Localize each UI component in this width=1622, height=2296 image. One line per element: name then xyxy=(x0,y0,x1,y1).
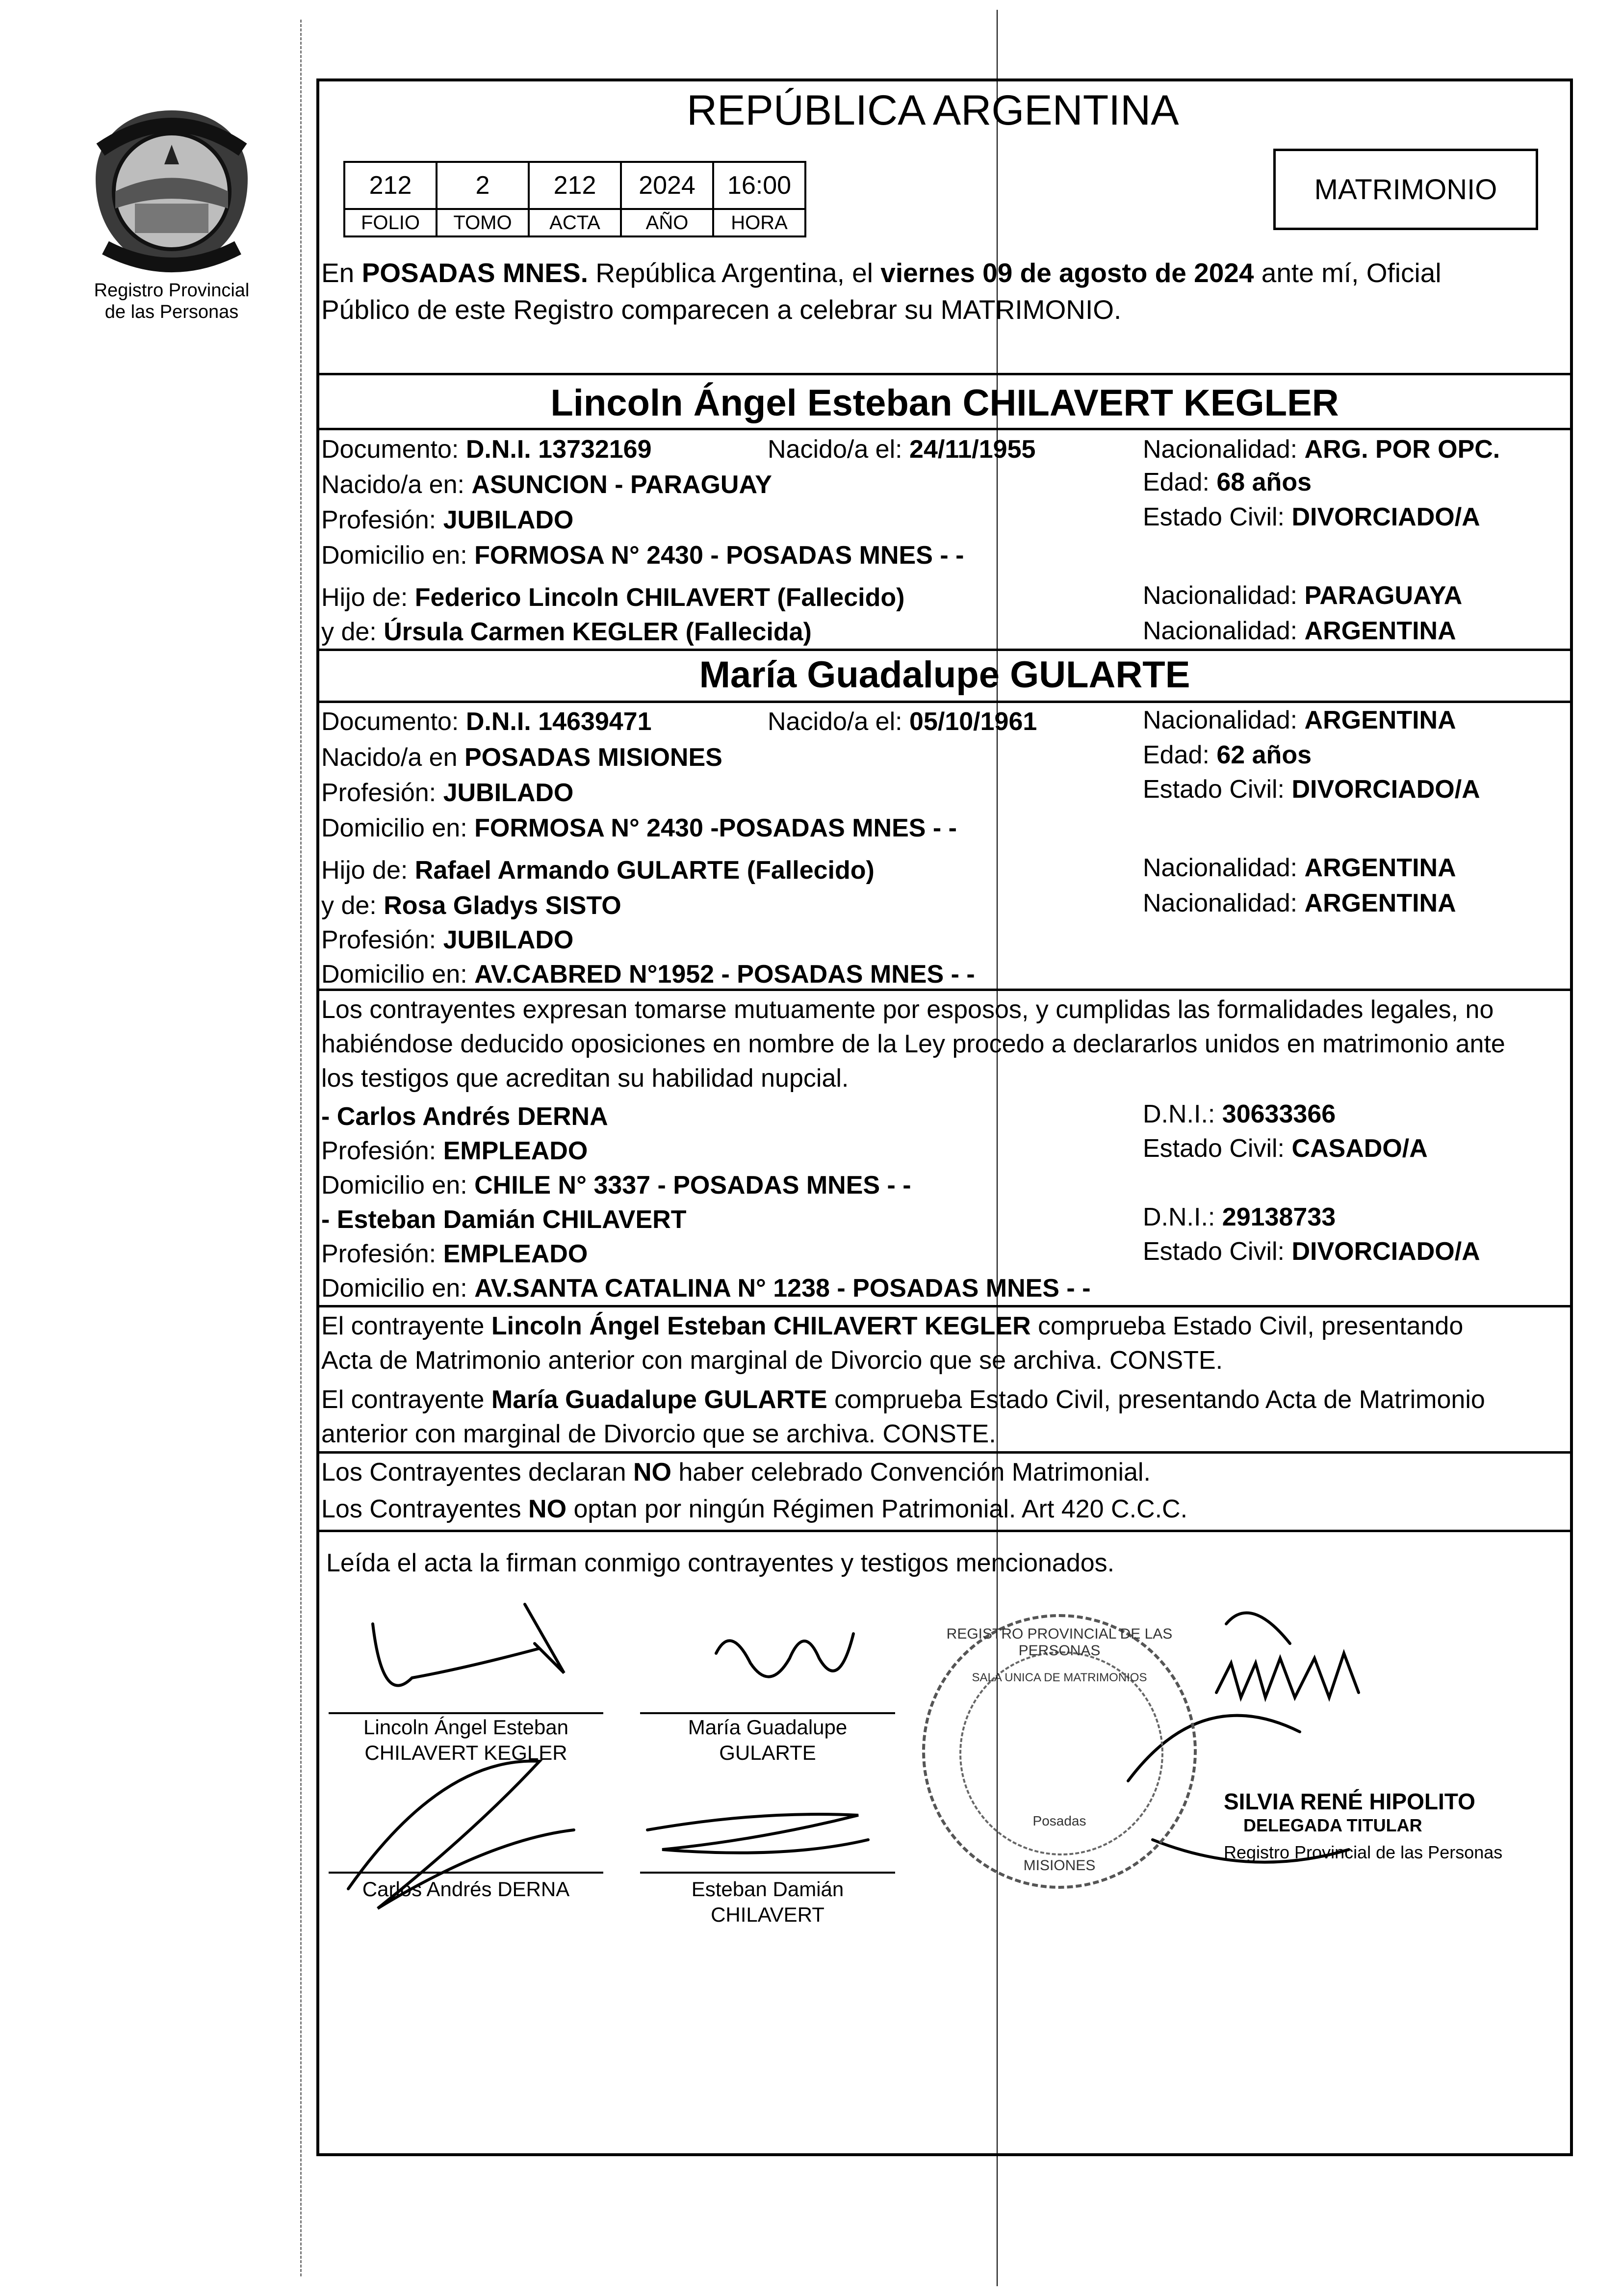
intro-line-2: Público de este Registro comparecen a celebrar su MATRIMONIO. xyxy=(321,294,1122,325)
tomo-value: 2 xyxy=(437,162,529,209)
spouse2-profession: Profesión: JUBILADO xyxy=(321,779,574,807)
official-stamp xyxy=(922,1614,1197,1889)
witness2-name: - Esteban Damián CHILAVERT xyxy=(321,1205,687,1234)
spouse2-father-nationality: Nacionalidad: ARGENTINA xyxy=(1143,854,1456,882)
witness2-address: Domicilio en: AV.SANTA CATALINA N° 1238 - POSADAS MNES - - xyxy=(321,1274,1091,1303)
closing-statement: Leída el acta la firman conmigo contrayentes y testigos mencionados. xyxy=(326,1549,1115,1577)
official-role: DELEGADA TITULAR xyxy=(1243,1815,1422,1835)
civil-proof-1-line-1: El contrayente Lincoln Ángel Esteban CHILAVERT KEGLER comprueba Estado Civil, presentando xyxy=(321,1312,1464,1340)
stamp-city: Posadas xyxy=(1032,1813,1086,1828)
divider xyxy=(316,649,1573,651)
spouse1-civil-status: Estado Civil: DIVORCIADO/A xyxy=(1143,503,1480,531)
civil-proof-1-line-2: Acta de Matrimonio anterior con marginal de Divorcio que se archiva. CONSTE. xyxy=(321,1346,1223,1375)
acta-value: 212 xyxy=(529,162,621,209)
divider xyxy=(316,428,1573,430)
witness2-dni: D.N.I.: 29138733 xyxy=(1143,1203,1336,1231)
official-name: SILVIA RENÉ HIPOLITO xyxy=(1224,1789,1475,1814)
spouse1-mother-nationality: Nacionalidad: ARGENTINA xyxy=(1143,617,1456,645)
signature-witness1-label: Carlos Andrés DERNA xyxy=(362,1878,570,1901)
signature-spouse1-label: Lincoln Ángel Esteban CHILAVERT KEGLER xyxy=(363,1716,568,1764)
spouse2-document: Documento: D.N.I. 14639471 xyxy=(321,707,652,736)
spouse1-birthdate: Nacido/a el: 24/11/1955 xyxy=(768,435,1036,464)
hour-value: 16:00 xyxy=(713,162,805,209)
civil-proof-2-line-1: El contrayente María Guadalupe GULARTE comprueba Estado Civil, presentando Acta de Matrimonio xyxy=(321,1385,1485,1414)
spouse1-birthplace: Nacido/a en: ASUNCION - PARAGUAY xyxy=(321,470,772,499)
spouse1-father: Hijo de: Federico Lincoln CHILAVERT (Fallecido) xyxy=(321,583,905,612)
signature-line xyxy=(329,1872,603,1874)
witness1-name: - Carlos Andrés DERNA xyxy=(321,1102,608,1131)
regime-line-2: Los Contrayentes NO optan por ningún Régimen Patrimonial. Art 420 C.C.C. xyxy=(321,1495,1188,1523)
declaration-line-2: habiéndose deducido oposiciones en nombre de la Ley procedo a declararlos unidos en matrimonio ante xyxy=(321,1030,1505,1058)
tomo-label: TOMO xyxy=(437,209,529,236)
witness2-profession: Profesión: EMPLEADO xyxy=(321,1240,588,1268)
divider xyxy=(316,1530,1573,1532)
spouse1-profession: Profesión: JUBILADO xyxy=(321,506,574,534)
spouse1-address: Domicilio en: FORMOSA N° 2430 - POSADAS MNES - - xyxy=(321,541,964,570)
registry-logo xyxy=(81,105,262,341)
document-type-box: MATRIMONIO xyxy=(1273,149,1538,230)
regime-line-1: Los Contrayentes declaran NO haber celebrado Convención Matrimonial. xyxy=(321,1458,1151,1487)
civil-proof-2-line-2: anterior con marginal de Divorcio que se archiva. CONSTE. xyxy=(321,1420,996,1448)
declaration-line-3: los testigos que acreditan su habilidad nupcial. xyxy=(321,1064,849,1093)
left-margin-guide xyxy=(300,20,302,2276)
signature-line xyxy=(640,1712,895,1714)
registry-table xyxy=(343,161,806,237)
divider xyxy=(316,373,1573,375)
spouse1-nationality: Nacionalidad: ARG. POR OPC. xyxy=(1143,435,1500,464)
divider xyxy=(316,1305,1573,1307)
intro-line-1: En POSADAS MNES. República Argentina, el viernes 09 de agosto de 2024 ante mí, Oficial xyxy=(321,258,1442,288)
declaration-line-1: Los contrayentes expresan tomarse mutuamente por esposos, y cumplidas las formalidades legales, no xyxy=(321,995,1494,1024)
divider xyxy=(316,989,1573,991)
spouse2-parent-profession: Profesión: JUBILADO xyxy=(321,926,574,954)
spouse2-address: Domicilio en: FORMOSA N° 2430 -POSADAS MNES - - xyxy=(321,814,957,842)
divider xyxy=(316,1451,1573,1454)
witness1-civil-status: Estado Civil: CASADO/A xyxy=(1143,1134,1428,1163)
spouse1-father-nationality: Nacionalidad: PARAGUAYA xyxy=(1143,581,1463,610)
country-title: REPÚBLICA ARGENTINA xyxy=(687,87,1179,134)
spouse2-civil-status: Estado Civil: DIVORCIADO/A xyxy=(1143,775,1480,804)
spouse2-mother-nationality: Nacionalidad: ARGENTINA xyxy=(1143,889,1456,917)
signature-line xyxy=(640,1872,895,1874)
signature-line xyxy=(329,1712,603,1714)
witness2-civil-status: Estado Civil: DIVORCIADO/A xyxy=(1143,1237,1480,1266)
spouse2-birthdate: Nacido/a el: 05/10/1961 xyxy=(768,707,1037,736)
spouse2-parent-address: Domicilio en: AV.CABRED N°1952 - POSADAS MNES - - xyxy=(321,960,975,989)
witness1-dni: D.N.I.: 30633366 xyxy=(1143,1100,1336,1128)
stamp-inner-text: SALA UNICA DE MATRIMONIOS xyxy=(972,1671,1147,1684)
stamp-ring-text: REGISTRO PROVINCIAL DE LAS PERSONAS xyxy=(946,1626,1173,1659)
hour-label: HORA xyxy=(713,209,805,236)
stamp-state: MISIONES xyxy=(1023,1857,1096,1874)
signature-witness2-label: Esteban Damián CHILAVERT xyxy=(691,1878,844,1926)
spouse2-age: Edad: 62 años xyxy=(1143,741,1312,769)
spouse2-birthplace: Nacido/a en POSADAS MISIONES xyxy=(321,743,722,772)
official-office: Registro Provincial de las Personas xyxy=(1224,1842,1503,1862)
signature-spouse2-label: María Guadalupe GULARTE xyxy=(688,1716,848,1764)
misiones-seal-icon xyxy=(81,105,262,282)
spouse2-mother: y de: Rosa Gladys SISTO xyxy=(321,891,621,920)
year-label: AÑO xyxy=(621,209,713,236)
folio-value: 212 xyxy=(344,162,437,209)
spouse2-father: Hijo de: Rafael Armando GULARTE (Fallecido) xyxy=(321,856,875,885)
folio-label: FOLIO xyxy=(344,209,437,236)
witness1-address: Domicilio en: CHILE N° 3337 - POSADAS MNES - - xyxy=(321,1171,911,1200)
year-value: 2024 xyxy=(621,162,713,209)
spouse2-nationality: Nacionalidad: ARGENTINA xyxy=(1143,706,1456,734)
acta-label: ACTA xyxy=(529,209,621,236)
registry-logo-caption: Registro Provincial de las Personas xyxy=(94,280,250,322)
spouse1-mother: y de: Úrsula Carmen KEGLER (Fallecida) xyxy=(321,618,812,646)
witness1-profession: Profesión: EMPLEADO xyxy=(321,1137,588,1165)
spouse1-age: Edad: 68 años xyxy=(1143,468,1312,496)
spouse1-document: Documento: D.N.I. 13732169 xyxy=(321,435,652,464)
spouse2-name: María Guadalupe GULARTE xyxy=(699,654,1190,696)
spouse1-name: Lincoln Ángel Esteban CHILAVERT KEGLER xyxy=(550,382,1339,424)
